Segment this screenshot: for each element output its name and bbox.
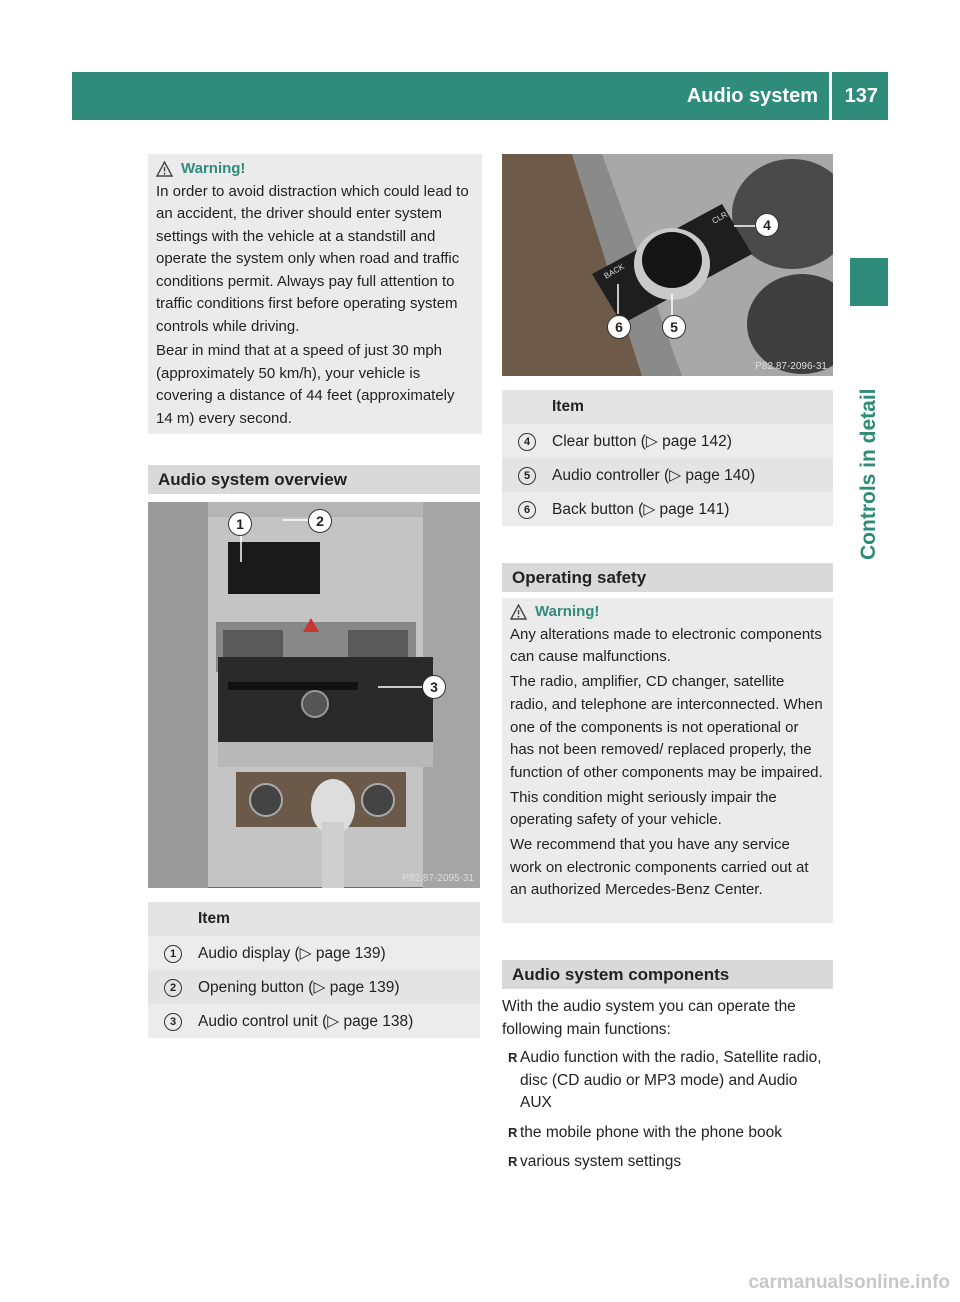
svg-text:CLR: CLR [710, 209, 729, 226]
warning-triangle-icon [510, 604, 527, 620]
svg-text:BACK: BACK [602, 262, 626, 281]
item-number: 4 [518, 433, 536, 451]
warning-title: Warning! [535, 603, 600, 620]
table-header-row [502, 390, 833, 424]
item-description: Audio control unit (▷ page 138) [198, 1004, 480, 1038]
table-row [148, 936, 480, 970]
components-intro: With the audio system you can operate the following main functions: [502, 998, 796, 1038]
item-description: Back button (▷ page 141) [552, 492, 833, 526]
chapter-title: Audio system [686, 85, 818, 107]
controller-illustration [502, 154, 833, 376]
table-header-row [148, 902, 480, 936]
audio-controller-photo [502, 154, 833, 376]
list-item: R the mobile phone with the phone book [502, 1122, 832, 1145]
table-row [148, 970, 480, 1004]
item-number: 1 [164, 945, 182, 963]
list-item: R various system settings [502, 1151, 832, 1174]
warning-box [148, 154, 482, 434]
item-description: Clear button (▷ page 142) [552, 424, 833, 458]
warning-heading [156, 158, 474, 181]
warning-paragraph: This condition might seriously impair the operating safety of your vehicle. [510, 788, 777, 829]
section-heading-components: Audio system components [502, 960, 833, 989]
section-heading-overview: Audio system overview [148, 465, 480, 494]
side-tab-marker [850, 258, 888, 306]
item-number: 6 [518, 501, 536, 519]
item-description: Audio controller (▷ page 140) [552, 458, 833, 492]
section-heading-safety: Operating safety [502, 563, 833, 592]
audio-system-photo [148, 502, 480, 888]
item-number: 5 [518, 467, 536, 485]
callout-3: 3 [422, 675, 446, 699]
controller-item-table [502, 390, 833, 526]
warning-paragraph: In order to avoid distraction which could lead to an accident, the driver should enter system settings with the vehicle at a standstill and operate the system only when road and traffic conditions permit. Always pay full attention to traffic conditions first before operating system controls while driving. [156, 182, 469, 335]
watermark: carmanualsonline.info [748, 1272, 950, 1293]
table-header-item: Item [552, 390, 833, 424]
table-row [502, 492, 833, 526]
components-list [502, 1047, 832, 1174]
callout-4: 4 [755, 213, 779, 237]
components-body [502, 996, 832, 1181]
callout-6: 6 [607, 315, 631, 339]
page-number: 137 [844, 85, 878, 107]
warning-heading [510, 601, 825, 624]
side-tab-label: Controls in detail [857, 388, 880, 560]
warning-paragraph: The radio, amplifier, CD changer, satellite radio, and telephone are interconnected. When one of the components is not operational or has not been removed/ replaced properly, the function of other components may be impaired. [510, 673, 823, 781]
table-row [502, 458, 833, 492]
page-header [72, 72, 888, 120]
table-header-item: Item [198, 902, 480, 936]
warning-title: Warning! [181, 160, 246, 177]
item-number: 2 [164, 979, 182, 997]
item-number: 3 [164, 1013, 182, 1031]
warning-paragraph: Any alterations made to electronic components can cause malfunctions. [510, 625, 822, 666]
warning-paragraph: We recommend that you have any service work on electronic components carried out at an authorized Mercedes-Benz Center. [510, 836, 809, 899]
photo-code: P82.87-2096-31 [755, 361, 827, 372]
callout-1: 1 [228, 512, 252, 536]
overview-item-table [148, 902, 480, 1038]
warning-paragraph: Bear in mind that at a speed of just 30 mph (approximately 50 km/h), your vehicle is covering a distance of 44 feet (approximately 14 m) every second. [156, 342, 455, 427]
table-row [502, 424, 833, 458]
list-item: R Audio function with the radio, Satellite radio, disc (CD audio or MP3 mode) and Audio AUX [502, 1047, 832, 1115]
item-description: Opening button (▷ page 139) [198, 970, 480, 1004]
callout-2: 2 [308, 509, 332, 533]
table-row [148, 1004, 480, 1038]
safety-warning-box [502, 598, 833, 923]
callout-5: 5 [662, 315, 686, 339]
photo-code: P82.87-2095-31 [402, 873, 474, 884]
header-divider [829, 72, 832, 120]
item-description: Audio display (▷ page 139) [198, 936, 480, 970]
warning-triangle-icon [156, 161, 173, 177]
